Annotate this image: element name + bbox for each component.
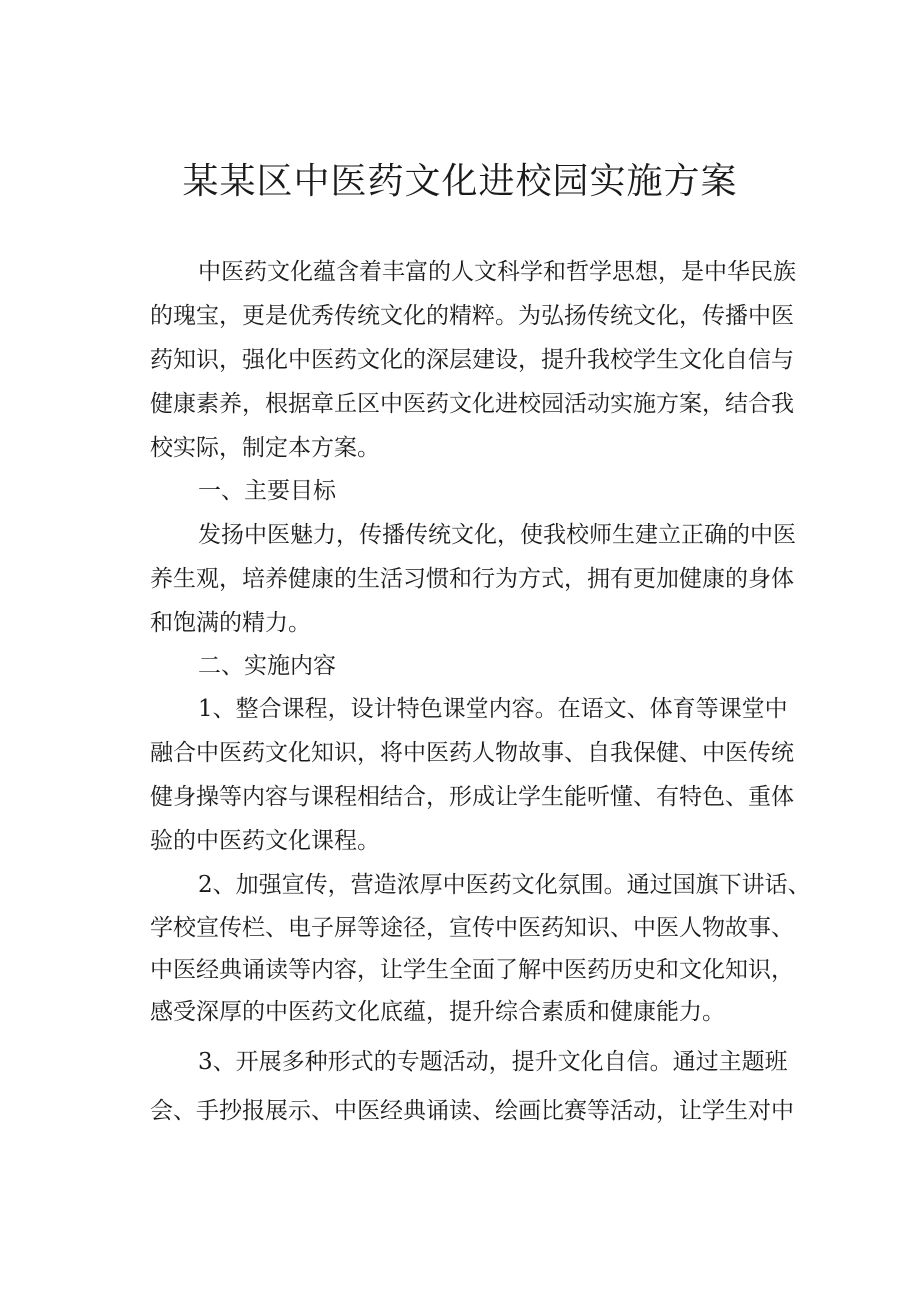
paragraph-line: 3、开展多种形式的专题活动，提升文化自信。通过主题班 [198, 1049, 788, 1075]
page-title: 某某区中医药文化进校园实施方案 [182, 161, 738, 202]
paragraph-line: 的瑰宝，更是优秀传统文化的精粹。为弘扬传统文化，传播中医 [150, 303, 794, 329]
section-heading-content: 二、实施内容 [198, 653, 336, 679]
section-heading-goals: 一、主要目标 [198, 478, 336, 504]
paragraph-line: 健身操等内容与课程相结合，形成让学生能听懂、有特色、重体 [150, 784, 794, 810]
paragraph-line: 药知识，强化中医药文化的深层建设，提升我校学生文化自信与 [150, 347, 794, 373]
paragraph-line: 健康素养，根据章丘区中医药文化进校园活动实施方案，结合我 [150, 391, 794, 417]
paragraph-line: 发扬中医魅力，传播传统文化，使我校师生建立正确的中医 [198, 522, 796, 548]
paragraph-line: 中医药文化蕴含着丰富的人文科学和哲学思想，是中华民族 [198, 259, 796, 285]
paragraph-line: 养生观，培养健康的生活习惯和行为方式，拥有更加健康的身体 [150, 566, 794, 592]
paragraph-line: 会、手抄报展示、中医经典诵读、绘画比赛等活动，让学生对中 [150, 1098, 794, 1124]
paragraph-line: 和饱满的精力。 [150, 610, 311, 636]
paragraph-line: 中医经典诵读等内容，让学生全面了解中医药历史和文化知识， [150, 957, 794, 983]
paragraph-line: 融合中医药文化知识，将中医药人物故事、自我保健、中医传统 [150, 740, 794, 766]
paragraph-line: 1、整合课程，设计特色课堂内容。在语文、体育等课堂中 [198, 696, 788, 722]
paragraph-line: 2、加强宣传，营造浓厚中医药文化氛围。通过国旗下讲话、 [198, 872, 811, 898]
paragraph-line: 学校宣传栏、电子屏等途径，宣传中医药知识、中医人物故事、 [150, 915, 794, 941]
paragraph-line: 验的中医药文化课程。 [150, 828, 380, 854]
paragraph-line: 感受深厚的中医药文化底蕴，提升综合素质和健康能力。 [150, 999, 725, 1025]
paragraph-line: 校实际，制定本方案。 [150, 435, 380, 461]
